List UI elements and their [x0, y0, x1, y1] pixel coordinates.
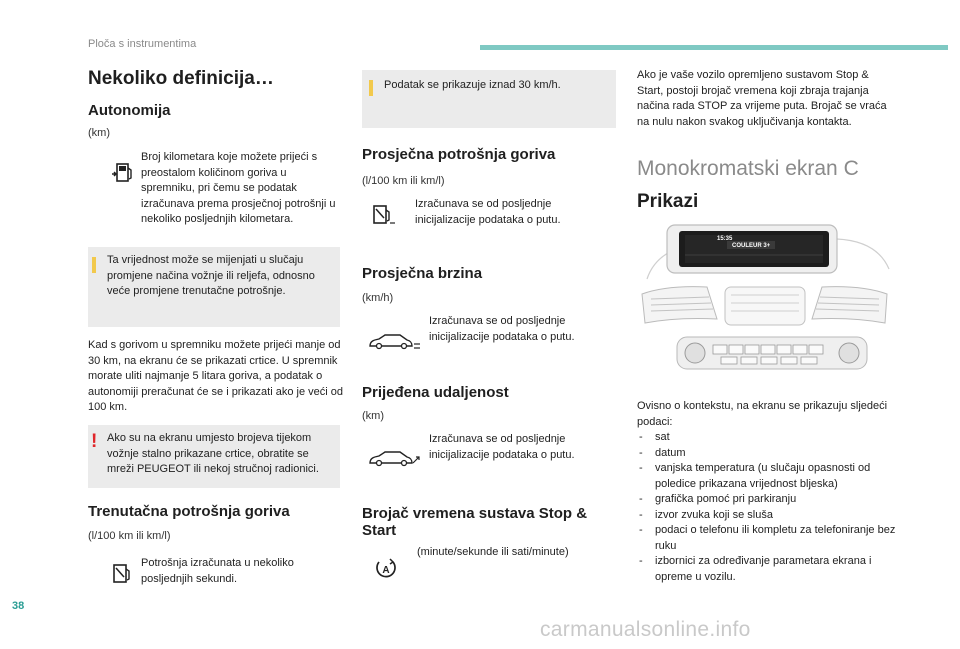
- dashboard-illustration: [637, 219, 897, 379]
- heading-prijedena: Prijeđena udaljenost: [362, 384, 509, 401]
- info-box-speed: [362, 70, 616, 128]
- list-item: - sat: [637, 430, 897, 446]
- svg-text:A: A: [382, 565, 390, 576]
- screen-time: 15:35: [717, 236, 733, 242]
- warning-icon: !: [91, 431, 98, 452]
- average-speed-car-icon: [367, 332, 421, 357]
- unit-prosjecna-potrosnja: (l/100 km ili km/l): [362, 175, 445, 187]
- fuel-consumption-icon: [110, 562, 134, 591]
- text-autonomija: Broj kilometara koje možete prijeći s preostalom količinom goriva u spremniku, pri čemu se podatak izračunava prema prosječnoj potrošnji u nekoliko posljednjih kilometara.: [141, 151, 336, 225]
- page-number: 38: [12, 600, 25, 612]
- warning-text: Ako su na ekranu umjesto brojeva tijekom vožnje stalno prikazane crtice, obratite se mreži PEUGEOT ili nekoj stručnoj radionici.: [107, 432, 319, 475]
- heading-brojac: Brojač vremena sustava Stop & Start: [362, 505, 588, 539]
- info-box-autonomija: [88, 247, 340, 327]
- heading-trenutacna: Trenutačna potrošnja goriva: [88, 503, 290, 520]
- list-item: - izbornici za određivanje parametara ekrana i opreme u vozilu.: [637, 554, 897, 585]
- unit-autonomija: (km): [88, 127, 110, 139]
- section-title-monokromatski: Monokromatski ekran C: [637, 157, 859, 180]
- unit-trenutacna: (l/100 km ili km/l): [88, 530, 171, 542]
- info-icon: [92, 257, 96, 273]
- screen-label: COULEUR 3+: [732, 243, 771, 249]
- heading-autonomija: Autonomija: [88, 102, 171, 119]
- heading-prosjecna-potrosnja: Prosječna potrošnja goriva: [362, 146, 556, 163]
- stop-start-icon: [373, 555, 399, 586]
- heading-prosjecna-brzina: Prosječna brzina: [362, 265, 483, 282]
- list-item: - grafička pomoć pri parkiranju: [637, 492, 897, 508]
- text-prosjecna-brzina: Izračunava se od posljednje inicijalizacije podataka o putu.: [429, 315, 575, 343]
- info-text-autonomija: Ta vrijednost može se mijenjati u slučaju promjene načina vožnje ili reljefa, odnosno veće promjene trenutačne potrošnje.: [107, 254, 315, 297]
- list-intro: Ovisno o kontekstu, na ekranu se prikazuju sljedeći podaci:: [637, 400, 888, 428]
- fuel-range-icon: [110, 160, 136, 191]
- info-text-speed: Podatak se prikazuje iznad 30 km/h.: [384, 79, 561, 91]
- watermark: carmanualsonline.info: [540, 618, 751, 641]
- paragraph-autonomija: Kad s gorivom u spremniku možete prijeći manje od 30 km, na ekranu će se prikazati crtice. U spremnik morate uliti najmanje 5 litara goriva, a podatak o autonomiji preračunat će se i prikazati ako je veći od 100 km.: [88, 339, 343, 413]
- text-prosjecna-potrosnja: Izračunava se od posljednje inicijalizacije podataka o putu.: [415, 198, 561, 226]
- list-item: - podaci o telefonu ili kompletu za telefoniranje bez ruku: [637, 523, 897, 554]
- list-item: - izvor zvuka koji se sluša: [637, 508, 897, 524]
- header-title: Ploča s instrumentima: [88, 38, 197, 50]
- text-prijedena: Izračunava se od posljednje inicijalizacije podataka o putu.: [429, 433, 575, 461]
- distance-car-icon: [367, 449, 421, 474]
- list-item: - datum: [637, 446, 897, 462]
- list-item: - vanjska temperatura (u slučaju opasnosti od poledice prikazana vrijednost bljeska): [637, 461, 897, 492]
- average-consumption-icon: [370, 203, 396, 232]
- display-items-list: [637, 430, 897, 585]
- text-brojac-unit: (minute/sekunde ili sati/minute): [417, 546, 569, 558]
- text-stop-start-intro: Ako je vaše vozilo opremljeno sustavom Stop & Start, postoji brojač vremena koji zbraja trajanja načina rada STOP za vrijeme puta. Brojač se vraća na nulu nakon svakog uključivanja kontakta.: [637, 69, 887, 128]
- unit-prosjecna-brzina: (km/h): [362, 292, 394, 304]
- warning-box: [88, 425, 340, 488]
- info-icon: [369, 80, 373, 96]
- text-trenutacna: Potrošnja izračunata u nekoliko posljednjih sekundi.: [141, 557, 294, 585]
- header-divider: [480, 45, 948, 50]
- page-title: Nekoliko definicija…: [88, 68, 274, 89]
- subtitle-prikazi: Prikazi: [637, 191, 699, 212]
- unit-prijedena: (km): [362, 410, 384, 422]
